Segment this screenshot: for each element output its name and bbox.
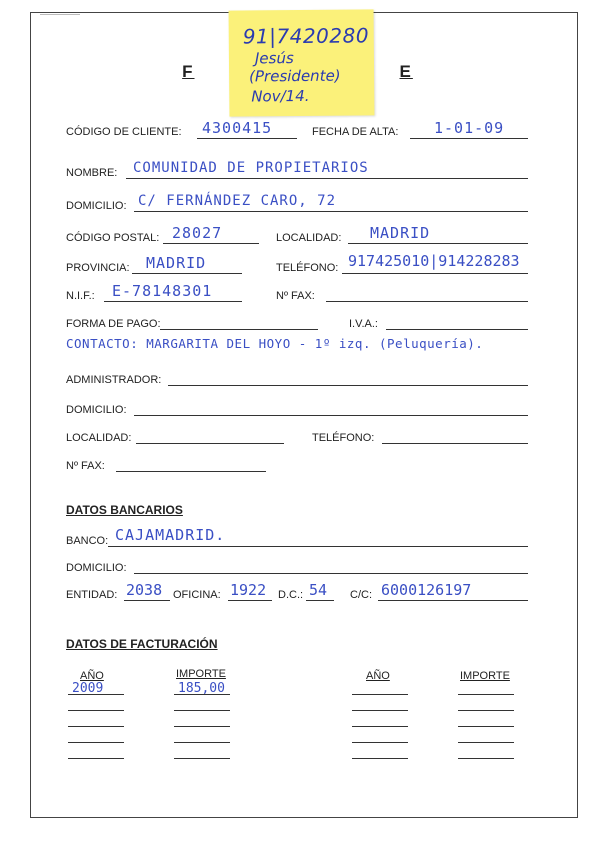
billing-line <box>352 742 408 743</box>
domicilio-value[interactable]: C/ FERNÁNDEZ CARO, 72 <box>138 193 337 209</box>
entidad-value[interactable]: 2038 <box>126 581 163 599</box>
cc-label: C/C: <box>350 589 372 601</box>
billing-heading: DATOS DE FACTURACIÓN <box>66 637 218 651</box>
admin-telefono-label: TELÉFONO: <box>312 432 375 444</box>
banco-value[interactable]: CAJAMADRID. <box>115 526 226 544</box>
domicilio-label: DOMICILIO: <box>66 200 127 212</box>
pencil-scribble <box>40 14 80 23</box>
cc-value[interactable]: 6000126197 <box>381 581 472 599</box>
cp-value[interactable]: 28027 <box>172 224 223 242</box>
billing-line <box>352 710 408 711</box>
telefono-value[interactable]: 917425010|914228283 <box>348 252 520 270</box>
entidad-label: ENTIDAD: <box>66 589 118 601</box>
iva-label: I.V.A.: <box>349 318 378 330</box>
alta-value[interactable]: 1-01-09 <box>434 119 505 137</box>
billing-line <box>68 758 124 759</box>
billing-line <box>68 694 124 695</box>
nif-label: N.I.F.: <box>66 290 95 302</box>
pago-line <box>160 329 318 330</box>
billing-line <box>68 726 124 727</box>
provincia-value[interactable]: MADRID <box>146 254 207 272</box>
nombre-line <box>126 178 528 179</box>
domicilio-line <box>134 211 528 212</box>
oficina-label: OFICINA: <box>173 589 221 601</box>
admin-localidad-line <box>136 443 284 444</box>
cliente-label: CÓDIGO DE CLIENTE: <box>66 126 182 138</box>
oficina-value[interactable]: 1922 <box>230 581 267 599</box>
nombre-label: NOMBRE: <box>66 167 118 179</box>
sticky-note <box>229 9 375 116</box>
billing-line <box>352 694 408 695</box>
dc-line <box>306 600 334 601</box>
banco-label: BANCO: <box>66 535 109 547</box>
billing-line <box>458 710 514 711</box>
administrador-label: ADMINISTRADOR: <box>66 374 162 386</box>
sticky-name: Jesús <box>254 49 294 68</box>
sticky-date: Nov/14. <box>251 86 310 106</box>
billing-line <box>458 742 514 743</box>
telefono-label: TELÉFONO: <box>276 262 339 274</box>
admin-localidad-label: LOCALIDAD: <box>66 432 132 444</box>
billing-row1-importe[interactable]: 185,00 <box>178 681 225 696</box>
billing-row1-ano[interactable]: 2009 <box>72 681 104 696</box>
sticky-phone: 91|7420280 <box>242 23 370 49</box>
bank-heading: DATOS BANCARIOS <box>66 503 183 517</box>
cp-line <box>163 243 259 244</box>
dc-label: D.C.: <box>278 589 304 601</box>
banco-line <box>108 546 528 547</box>
billing-line <box>174 758 230 759</box>
billing-line <box>174 742 230 743</box>
admin-fax-label: Nº FAX: <box>66 460 105 472</box>
billing-line <box>458 758 514 759</box>
form-title: F E <box>182 62 413 81</box>
bank-domicilio-line <box>134 573 528 574</box>
pago-label: FORMA DE PAGO: <box>66 318 161 330</box>
localidad-line <box>348 243 528 244</box>
billing-line <box>174 694 230 695</box>
admin-fax-line <box>116 471 266 472</box>
fax-line <box>326 301 528 302</box>
billing-line <box>458 726 514 727</box>
alta-line <box>410 138 528 139</box>
localidad-label: LOCALIDAD: <box>276 232 342 244</box>
billing-importe-header-right: IMPORTE <box>460 670 510 682</box>
billing-line <box>68 710 124 711</box>
billing-line <box>458 694 514 695</box>
iva-line <box>386 329 528 330</box>
fax-label: Nº FAX: <box>276 290 315 302</box>
bank-domicilio-label: DOMICILIO: <box>66 562 127 574</box>
nif-line <box>104 301 242 302</box>
provincia-line <box>132 273 242 274</box>
billing-line <box>174 710 230 711</box>
nif-value[interactable]: E-78148301 <box>112 282 213 300</box>
dc-value[interactable]: 54 <box>309 581 328 599</box>
billing-line <box>174 726 230 727</box>
admin-domicilio-label: DOMICILIO: <box>66 404 127 416</box>
billing-line <box>352 726 408 727</box>
sticky-role: (Presidente) <box>249 66 341 86</box>
telefono-line <box>342 273 528 274</box>
entidad-line <box>124 600 170 601</box>
cliente-line <box>197 138 297 139</box>
cc-line <box>378 600 528 601</box>
billing-importe-header-left: IMPORTE <box>176 668 226 680</box>
admin-telefono-line <box>382 443 528 444</box>
billing-ano-header-right: AÑO <box>366 670 390 682</box>
contacto-note: CONTACTO: MARGARITA DEL HOYO - 1º izq. (Peluquería). <box>66 336 484 351</box>
administrador-line <box>168 385 528 386</box>
provincia-label: PROVINCIA: <box>66 262 130 274</box>
billing-ano-header-left: AÑO <box>80 670 104 682</box>
localidad-value[interactable]: MADRID <box>370 224 431 242</box>
admin-domicilio-line <box>134 415 528 416</box>
nombre-value[interactable]: COMUNIDAD DE PROPIETARIOS <box>133 160 369 176</box>
billing-line <box>352 758 408 759</box>
billing-line <box>68 742 124 743</box>
alta-label: FECHA DE ALTA: <box>312 126 399 138</box>
cliente-value[interactable]: 4300415 <box>202 119 273 137</box>
oficina-line <box>228 600 272 601</box>
cp-label: CÓDIGO POSTAL: <box>66 232 160 244</box>
